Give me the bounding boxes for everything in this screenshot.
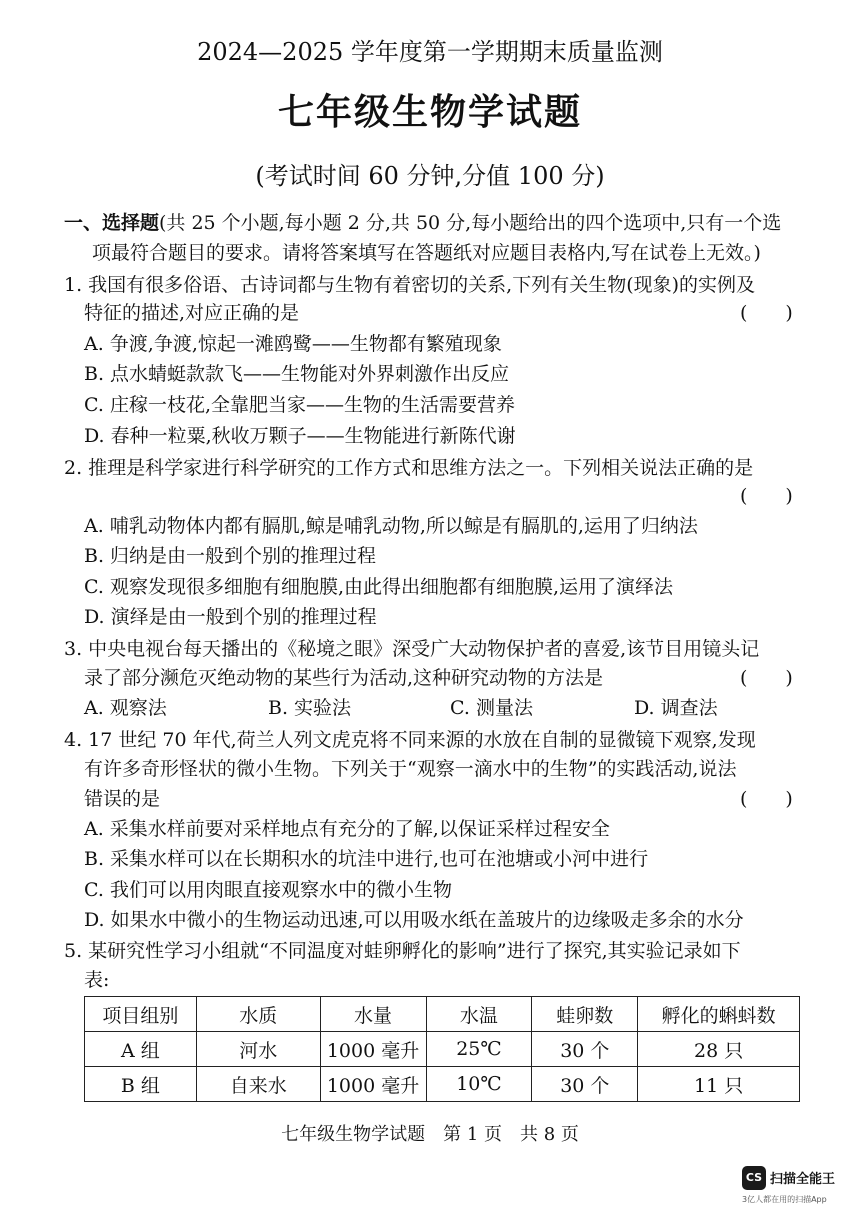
table-header-cell: 项目组别 xyxy=(85,997,197,1032)
table-header-row xyxy=(85,997,800,1032)
q1-option-d: D. 春种一粒粟,秋收万颗子——生物能进行新陈代谢 xyxy=(84,425,516,447)
q4-option-a: A. 采集水样前要对采样地点有充分的了解,以保证采样过程安全 xyxy=(84,818,610,840)
q3-option-d: D. 调查法 xyxy=(634,697,718,719)
q1-stem-line2: 特征的描述,对应正确的是 xyxy=(84,302,300,324)
q4-stem-line3: 错误的是 xyxy=(84,788,161,810)
q5-stem-line1: 5. 某研究性学习小组就“不同温度对蛙卵孵化的影响”进行了探究,其实验记录如下 xyxy=(64,940,741,962)
q1-answer-bracket: ( ) xyxy=(740,302,793,324)
q4-option-c: C. 我们可以用肉眼直接观察水中的微小生物 xyxy=(84,879,452,901)
table-cell: 10℃ xyxy=(426,1067,532,1102)
table-header-cell: 水量 xyxy=(320,997,426,1032)
table-cell: B 组 xyxy=(85,1067,197,1102)
camscanner-logo-icon: CS xyxy=(742,1166,766,1190)
table-cell: 河水 xyxy=(196,1032,320,1067)
table-cell: 30 个 xyxy=(532,1067,638,1102)
table-header-cell: 水质 xyxy=(196,997,320,1032)
table-cell: 自来水 xyxy=(196,1067,320,1102)
camscanner-tagline: 3亿人都在用的扫描App xyxy=(742,1195,827,1204)
table-cell: 25℃ xyxy=(426,1032,532,1067)
table-header-cell: 孵化的蝌蚪数 xyxy=(638,997,800,1032)
q1-stem-line1: 1. 我国有很多俗语、古诗词都与生物有着密切的关系,下列有关生物(现象)的实例及 xyxy=(64,274,756,296)
q4-answer-bracket: ( ) xyxy=(740,788,793,810)
exam-time: (考试时间 60 分钟,分值 100 分) xyxy=(255,162,605,190)
q2-answer-bracket: ( ) xyxy=(740,485,793,507)
exam-subtitle: 2024—2025 学年度第一学期期末质量监测 xyxy=(197,38,663,66)
section1-intro-line1: (共 25 个小题,每小题 2 分,共 50 分,每小题给出的四个选项中,只有一个选 xyxy=(159,212,782,234)
q4-stem-line2: 有许多奇形怪状的微小生物。下列关于“观察一滴水中的生物”的实践活动,说法 xyxy=(84,758,737,780)
q3-option-c: C. 测量法 xyxy=(450,697,533,719)
page-footer: 七年级生物学试题 第 1 页 共 8 页 xyxy=(281,1124,579,1145)
q2-option-a: A. 哺乳动物体内都有膈肌,鲸是哺乳动物,所以鲸是有膈肌的,运用了归纳法 xyxy=(84,515,698,537)
q4-stem-line1: 4. 17 世纪 70 年代,荷兰人列文虎克将不同来源的水放在自制的显微镜下观察,发现 xyxy=(64,729,756,751)
table-cell: 1000 毫升 xyxy=(320,1032,426,1067)
q2-option-d: D. 演绎是由一般到个别的推理过程 xyxy=(84,606,377,628)
q3-stem-line2: 录了部分濒危灭绝动物的某些行为活动,这种研究动物的方法是 xyxy=(84,667,604,689)
q5-stem-line2: 表: xyxy=(84,969,110,991)
q4-option-b: B. 采集水样可以在长期积水的坑洼中进行,也可在池塘或小河中进行 xyxy=(84,848,649,870)
section1-heading: 一、选择题 xyxy=(64,212,160,234)
camscanner-name: 扫描全能王 xyxy=(770,1172,836,1187)
q3-option-a: A. 观察法 xyxy=(84,697,167,719)
table-cell: 11 只 xyxy=(638,1067,800,1102)
q2-option-b: B. 归纳是由一般到个别的推理过程 xyxy=(84,545,377,567)
q3-answer-bracket: ( ) xyxy=(740,667,793,689)
table-cell: 30 个 xyxy=(532,1032,638,1067)
section1-intro-line2: 项最符合题目的要求。请将答案填写在答题纸对应题目表格内,写在试卷上无效。) xyxy=(92,242,761,264)
table-cell: 28 只 xyxy=(638,1032,800,1067)
experiment-record-table xyxy=(84,996,800,1102)
table-header-cell: 蛙卵数 xyxy=(532,997,638,1032)
table-row xyxy=(85,1032,800,1067)
q1-option-c: C. 庄稼一枝花,全靠肥当家——生物的生活需要营养 xyxy=(84,394,515,416)
q3-option-b: B. 实验法 xyxy=(268,697,352,719)
q2-stem-line1: 2. 推理是科学家进行科学研究的工作方式和思维方法之一。下列相关说法正确的是 xyxy=(64,457,754,479)
q2-option-c: C. 观察发现很多细胞有细胞膜,由此得出细胞都有细胞膜,运用了演绎法 xyxy=(84,576,674,598)
q1-option-b: B. 点水蜻蜓款款飞——生物能对外界刺激作出反应 xyxy=(84,363,510,385)
q1-option-a: A. 争渡,争渡,惊起一滩鸥鹭——生物都有繁殖现象 xyxy=(84,333,502,355)
table-row xyxy=(85,1067,800,1102)
table-cell: 1000 毫升 xyxy=(320,1067,426,1102)
q3-stem-line1: 3. 中央电视台每天播出的《秘境之眼》深受广大动物保护者的喜爱,该节目用镜头记 xyxy=(64,638,760,660)
exam-title: 七年级生物学试题 xyxy=(277,91,582,133)
table-header-cell: 水温 xyxy=(426,997,532,1032)
section1-intro xyxy=(64,210,781,236)
table-cell: A 组 xyxy=(85,1032,197,1067)
q4-option-d: D. 如果水中微小的生物运动迅速,可以用吸水纸在盖玻片的边缘吸走多余的水分 xyxy=(84,909,744,931)
